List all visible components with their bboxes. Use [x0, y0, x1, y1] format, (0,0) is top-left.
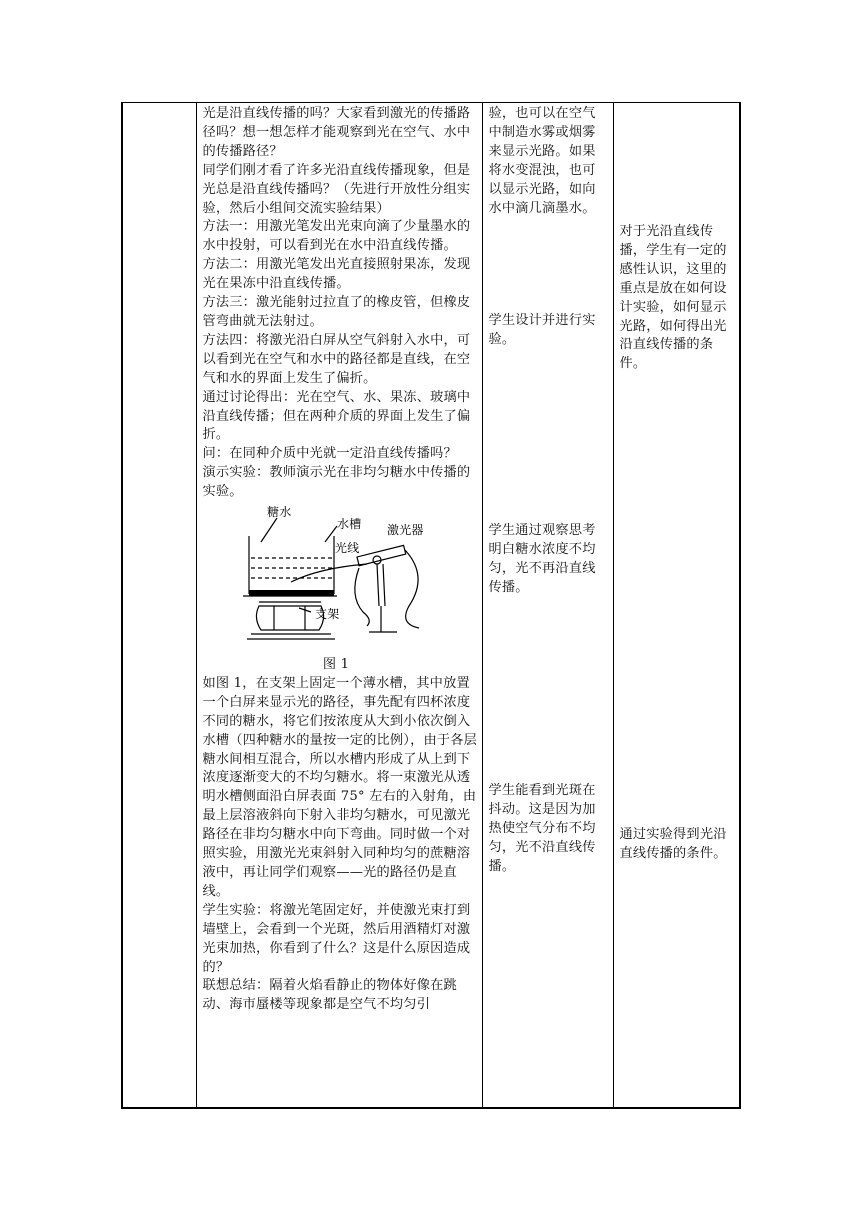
- teaching-paragraph: 通过讨论得出：光在空气、水、果冻、玻璃中沿直线传播；但在两种介质的界面上发生了偏折。: [202, 389, 471, 443]
- design-intent-cell: [613, 103, 740, 1109]
- teaching-paragraph: 联想总结：隔着火焰看静止的物体好像在跳动、海市蜃楼等现象都是空气不均匀引: [202, 978, 457, 1013]
- teaching-paragraph: 同学们刚才看了许多光沿直线传播现象，但是光总是沿直线传播吗？（先进行开放性分组实验，然后小组间交流实验结果）: [202, 162, 471, 216]
- table-row: [122, 103, 740, 1109]
- figure-label-water-tank: 水槽: [336, 517, 361, 532]
- teaching-paragraph: 方法三：激光能射过拉直了的橡皮管，但橡皮管弯曲就无法射过。: [202, 295, 471, 329]
- figure-label-sugar-water: 糖水: [266, 506, 291, 520]
- design-intent-text: 对于光沿直线传播，学生有一定的感性认识，这里的重点是放在如何设计实验，如何显示光路，如何得出光沿直线传播的条件。: [619, 224, 727, 372]
- student-activity-text: 学生设计并进行实验。: [488, 313, 596, 348]
- teaching-paragraph: 如图 1，在支架上固定一个薄水槽，其中放置一个白屏来显示光的路径，事先配有四杯浓度不同的糖水，将它们按浓度从大到小依次倒入水槽（四种糖水的量按一定的比例），由于各层糖水间相互混合，所以水槽内形成了从上到下浓度逐渐变大的不均匀糖水。将一束激光从透明水槽侧面沿白屏表面 75° 左右的入射角，由最上层溶液斜向下射入非均匀糖水，可见激光路径在非均匀糖水中向下弯曲。同时做一个对照实验，用激光光束斜射入同种均匀的蔗糖溶液中，再让同学们观察——光的路径仍是直线。: [202, 675, 478, 899]
- teaching-paragraph: 方法二：用激光笔发出光直接照射果冻，发现光在果冻中沿直线传播。: [202, 257, 471, 292]
- teaching-paragraph: 学生实验：将激光笔固定好，并使激光束打到墙壁上，会看到一个光斑，然后用酒精灯对激光束加热，你看到了什么？这是什么原因造成的？: [202, 902, 471, 975]
- student-activity-text: 验，也可以在空气中制造水雾或烟雾来显示光路。如果将水变混浊，也可以显示光路，如向水中滴几滴墨水。: [488, 106, 596, 216]
- student-activity-cell: [482, 103, 613, 1109]
- teaching-paragraph: 方法一：用激光笔发出光束向滴了少量墨水的水中投射，可以看到光在水中沿直线传播。: [202, 219, 471, 254]
- student-activity-text: 学生通过观察思考明白糖水浓度不均匀，光不再沿直线传播。: [488, 523, 596, 595]
- teaching-paragraph: 光是沿直线传播的吗？大家看到激光的传播路径吗？想一想怎样才能观察到光在空气、水中的传播路径？: [202, 106, 471, 159]
- section-column-cell: [122, 103, 196, 1109]
- student-activity-text: 学生能看到光斑在抖动。这是因为加热使空气分布不均匀，光不沿直线传播。: [488, 782, 596, 874]
- sugar-water-experiment-figure: [239, 506, 439, 656]
- teaching-paragraph: 演示实验：教师演示光在非均匀糖水中传播的实验。: [202, 465, 471, 500]
- design-intent-text: 通过实验得到光沿直线传播的条件。: [619, 827, 727, 862]
- teaching-paragraph: 问：在同种介质中光就一定沿直线传播吗？: [202, 446, 457, 462]
- experiment-diagram: [239, 506, 439, 656]
- figure-label-stand: 支架: [314, 607, 339, 622]
- lesson-plan-table: [121, 102, 741, 1109]
- teaching-paragraph: 方法四：将激光沿白屏从空气斜射入水中，可以看到光在空气和水中的路径都是直线，在空气和水的界面上发生了偏折。: [202, 332, 471, 386]
- figure-label-laser: 激光器: [386, 523, 424, 538]
- figure-caption: 图 1: [322, 657, 350, 673]
- figure-label-light-ray: 光线: [334, 541, 359, 556]
- teaching-process-cell: [196, 103, 482, 1109]
